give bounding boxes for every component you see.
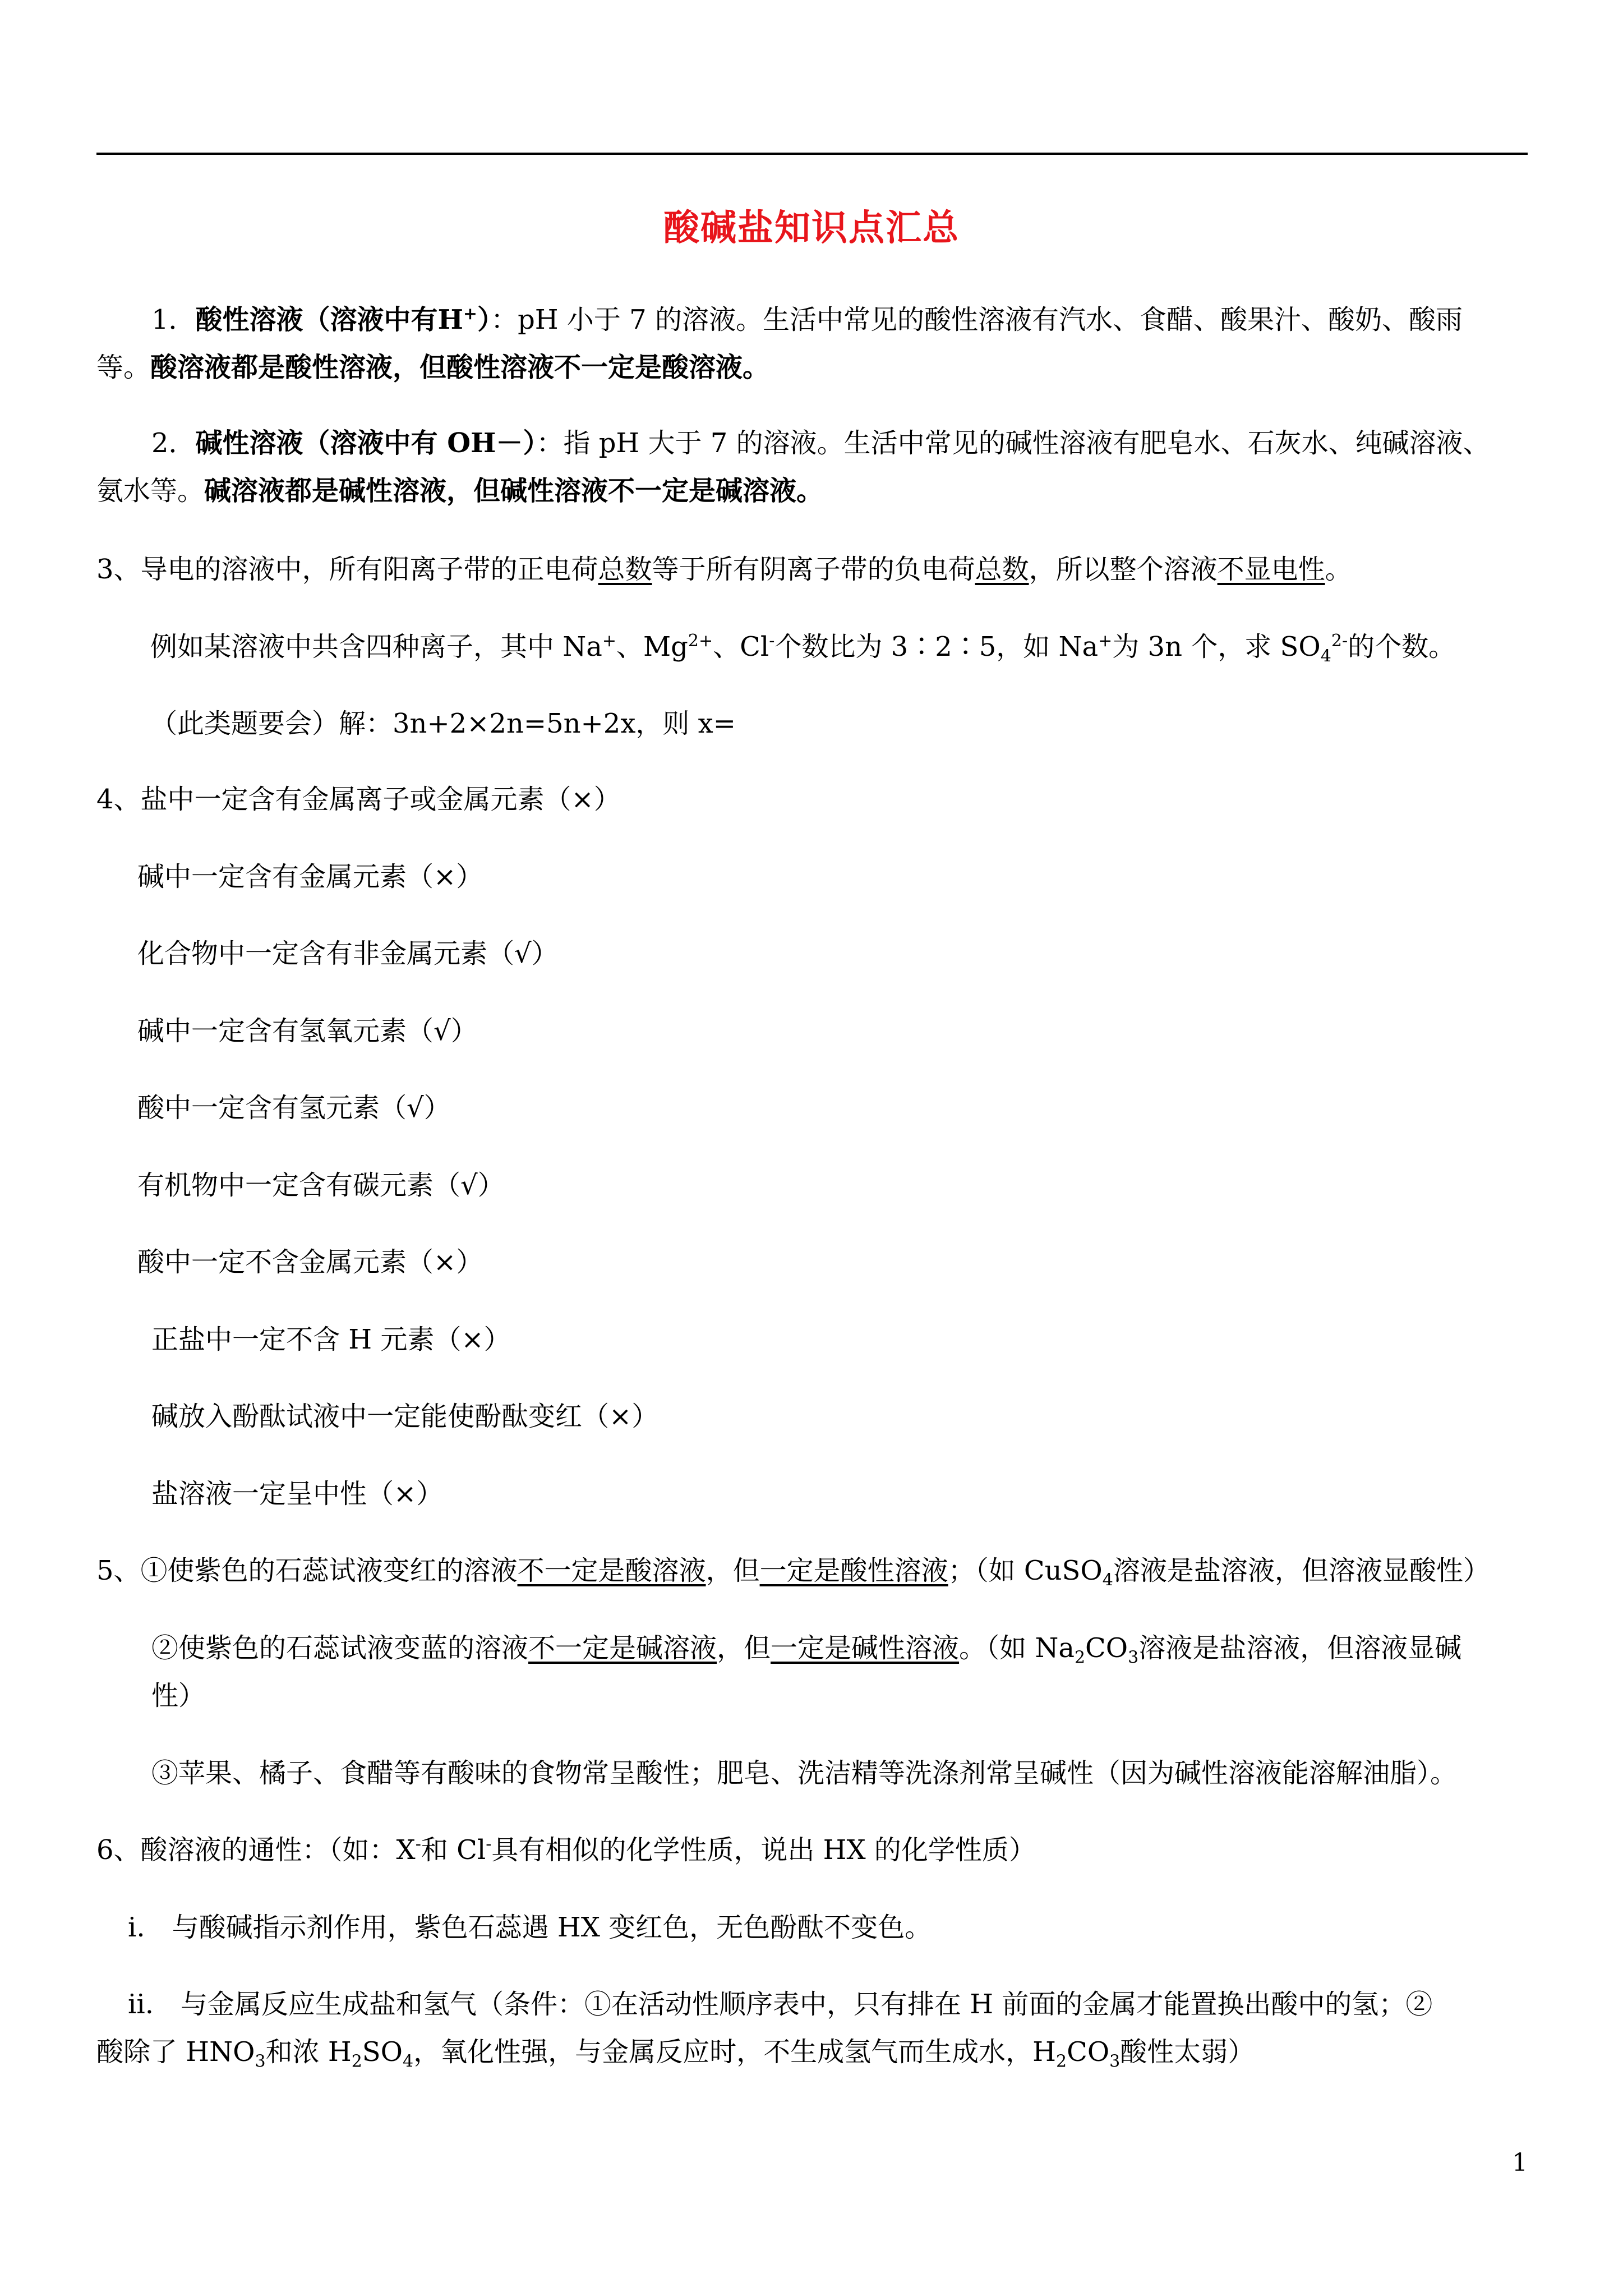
item6-property-i: i. 与酸碱指示剂作用，紫色石蕊遇 HX 变红色，无色酚酞不变色。	[128, 1912, 932, 1943]
item2-number: 2．	[151, 427, 196, 459]
item2-line2: 氨水等。碱溶液都是碱性溶液，但碱性溶液不一定是碱溶液。	[96, 475, 824, 507]
page-number: 1	[1512, 2148, 1528, 2177]
item4-statement: 酸中一定含有氢元素（√）	[137, 1092, 451, 1124]
item2-conclusion: 碱溶液都是碱性溶液，但碱性溶液不一定是碱溶液。	[204, 475, 824, 507]
item5-line-b: ②使紫色的石蕊试液变蓝的溶液不一定是碱溶液，但一定是碱性溶液。（如 $Na_2CO_3$溶液是盐溶液，但溶液显碱	[151, 1632, 1462, 1668]
item3-example: 例如某溶液中共含四种离子，其中 Na+、$Mg^{2+}$、Cl-个数比为 3∶2∶5，如 Na+为 3n 个，求 $SO_4^{2-}$的个数。	[150, 631, 1456, 666]
item2-text: ：指 pH 大于 7 的溶液。生活中常见的碱性溶液有肥皂水、石灰水、纯碱溶液、	[536, 427, 1490, 459]
item1-text: ：pH 小于 7 的溶液。生活中常见的酸性溶液有汽水、食醋、酸果汁、酸奶、酸雨	[491, 304, 1463, 335]
item5-line-a: 5、①使紫色的石蕊试液变红的溶液不一定是酸溶液，但一定是酸性溶液；（如 CuSO$_4$溶液是盐溶液，但溶液显酸性）	[96, 1555, 1490, 1590]
item2-line1	[151, 418, 1490, 468]
item4-statement: 碱中一定含有氢氧元素（√）	[137, 1015, 478, 1047]
item1-line2: 等。酸溶液都是酸性溶液，但酸性溶液不一定是酸溶液。	[96, 352, 770, 383]
item4-statement: 化合物中一定含有非金属元素（√）	[137, 938, 559, 969]
item3-line1: 3、导电的溶液中，所有阳离子带的正电荷总数等于所有阴离子带的负电荷总数，所以整个溶液不显电性。	[96, 554, 1352, 585]
item4-statement: 有机物中一定含有碳元素（√）	[137, 1170, 505, 1201]
item4-statement: 碱中一定含有金属元素（×）	[137, 861, 483, 892]
item3-solution: （此类题要会）解：3n+2×2n=5n+2x，则 x=	[150, 708, 736, 739]
item5-line-b-cont: 性）	[151, 1680, 206, 1711]
item6-property-ii-cont: 酸除了 $HNO_3$和浓 $H_2SO_4$，氧化性强，与金属反应时，不生成氢气而生成水，$H_2CO_3$酸性太弱）	[96, 2036, 1255, 2072]
item6-heading: 6、酸溶液的通性：（如：X-和 Cl-具有相似的化学性质，说出 HX 的化学性质）	[96, 1834, 1036, 1866]
item4-statement: 碱放入酚酞试液中一定能使酚酞变红（×）	[151, 1401, 659, 1432]
item1-heading: 酸性溶液（溶液中有H+）	[195, 304, 491, 335]
page-title: 酸碱盐知识点汇总	[663, 207, 960, 249]
item4-statement: 盐溶液一定呈中性（×）	[151, 1478, 444, 1510]
item1-conclusion: 酸溶液都是酸性溶液，但酸性溶液不一定是酸溶液。	[150, 352, 770, 383]
item4-statement: 4、盐中一定含有金属离子或金属元素（×）	[96, 784, 621, 815]
item1-number: 1．	[151, 304, 196, 335]
item4-statement: 酸中一定不含金属元素（×）	[137, 1246, 483, 1278]
item1-line1	[151, 295, 1463, 345]
header-rule	[96, 153, 1528, 155]
item4-statement: 正盐中一定不含 H 元素（×）	[151, 1324, 511, 1355]
item2-heading: 碱性溶液（溶液中有 OH－）	[195, 427, 537, 459]
item5-line-c: ③苹果、橘子、食醋等有酸味的食物常呈酸性；肥皂、洗洁精等洗涤剂常呈碱性（因为碱性溶液能溶解油脂）。	[151, 1757, 1458, 1789]
item6-property-ii: ii. 与金属反应生成盐和氢气（条件：①在活动性顺序表中，只有排在 H 前面的金属才能置换出酸中的氢；②	[128, 1989, 1433, 2020]
